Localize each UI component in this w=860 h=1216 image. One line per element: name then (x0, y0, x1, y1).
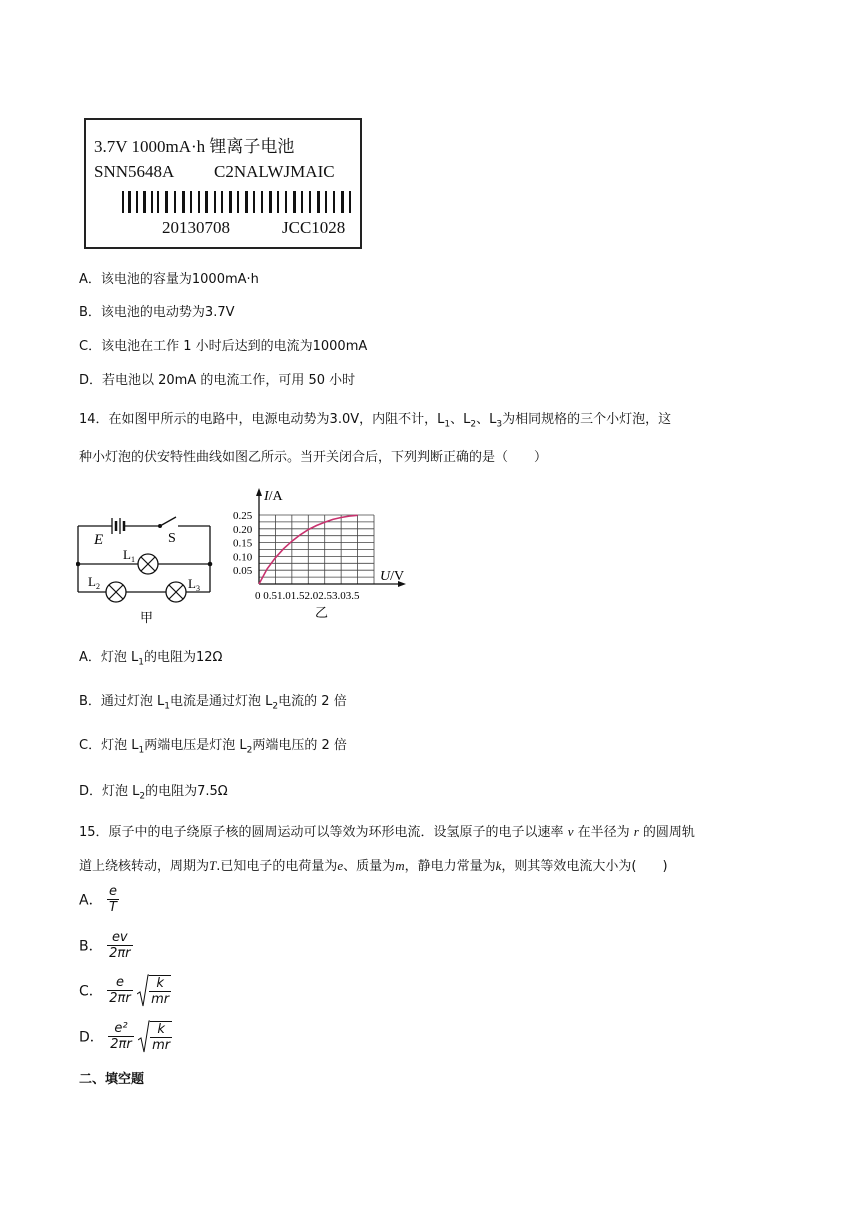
q15-option-b (79, 930, 133, 961)
subscript: 2 (272, 701, 279, 712)
option-text: 的电阻为7.5Ω (145, 784, 228, 799)
y-tick-labels (233, 510, 253, 577)
label-sub: 1 (130, 555, 135, 564)
option-text: 电流是通过灯泡 L (170, 694, 273, 709)
fraction (107, 884, 119, 915)
stem-text: 的圆周轨 (638, 825, 695, 840)
var-k: k (495, 858, 502, 873)
denominator: T (109, 900, 117, 915)
q14-stem-part: 14．在如图甲所示的电路中，电源电动势为3.0V，内阻不计，L (79, 412, 445, 427)
fraction (107, 975, 132, 1006)
battery-label-line1: 3.7V 1000mA·h 锂离子电池 (94, 137, 295, 156)
denominator: 2πr (109, 946, 131, 961)
option-text: A．灯泡 L (79, 650, 139, 665)
option-text: 的电阻为12Ω (144, 650, 223, 665)
stem-text: ，则其等效电流大小为( ) (501, 859, 668, 874)
denominator: 2πr (109, 991, 131, 1006)
var-m: m (395, 858, 405, 873)
x-var: U (380, 569, 391, 584)
y-unit: /A (268, 489, 283, 504)
option-text: B．通过灯泡 L (79, 694, 165, 709)
battery-label-date: 20130708 (162, 218, 230, 237)
q13-option-c: C．该电池在工作 1 小时后达到的电流为1000mA (79, 339, 368, 354)
q14-stem-part: 、L (450, 412, 471, 427)
stem-text: ，静电力常量为 (404, 859, 496, 874)
y-tick-label: 0.05 (233, 565, 253, 578)
y-tick-label: 0.25 (233, 510, 253, 522)
circuit-label-l1 (123, 547, 135, 564)
q15-option-d (79, 1020, 172, 1053)
radical-sign-icon (138, 1020, 150, 1054)
q14-stem-part: 为相同规格的三个小灯泡，这 (502, 412, 672, 427)
subscript: 2 (139, 791, 146, 802)
option-label: A． (79, 892, 103, 909)
y-axis-label (263, 489, 284, 504)
y-tick-label: 0.15 (233, 537, 253, 550)
stem-text: 道上绕核转动，周期为 (79, 859, 210, 874)
numerator: e² (108, 1021, 133, 1037)
y-tick-label: 0.20 (233, 523, 253, 536)
stem-text: 15．原子中的电子绕原子核的圆周运动可以等效为环形电流．设氢原子的电子以速率 (79, 825, 568, 840)
section-title: 二、填空题 (79, 1072, 145, 1087)
x-unit: /V (390, 569, 405, 584)
subscript: 2 (246, 745, 253, 756)
subscript: 1 (444, 419, 451, 430)
option-text: 两端电压的 2 倍 (252, 738, 347, 753)
q15-stem-line2 (79, 856, 668, 877)
q14-stem-line2: 种小灯泡的伏安特性曲线如图乙所示。当开关闭合后，下列判断正确的是（ ） (79, 450, 548, 465)
q13-option-d: D．若电池以 20mA 的电流工作，可用 50 小时 (79, 373, 356, 388)
subscript: 1 (138, 657, 145, 668)
square-root (137, 974, 171, 1007)
var-v: v (567, 824, 574, 839)
circuit-label-l2 (88, 574, 100, 591)
y-tick-label: 0.10 (233, 551, 253, 564)
numerator: k (150, 1022, 172, 1038)
numerator: ev (107, 930, 132, 946)
option-text: 两端电压是灯泡 L (144, 738, 247, 753)
stem-text: 在半径为 (573, 825, 634, 840)
fraction (150, 1022, 172, 1053)
circuit-label-s: S (168, 531, 176, 546)
q14-stem-part: 、L (476, 412, 497, 427)
fraction (108, 1021, 133, 1052)
var-e: e (337, 858, 344, 873)
subscript: 1 (138, 745, 145, 756)
numerator: e (109, 884, 118, 899)
stem-text: .已知电子的电荷量为 (216, 859, 338, 874)
subscript: 3 (496, 419, 503, 430)
circuit-diagram (76, 508, 221, 626)
denominator: mr (152, 1038, 171, 1053)
option-label: C． (79, 983, 103, 1000)
fraction (149, 976, 171, 1007)
option-text: C．灯泡 L (79, 738, 139, 753)
battery-label-code: C2NALWJMAIC (214, 162, 335, 181)
label: L (188, 576, 196, 591)
radical-sign-icon (137, 974, 149, 1008)
circuit-label-e: E (94, 532, 104, 548)
label: L (88, 574, 96, 589)
option-text: D．灯泡 L (79, 784, 140, 799)
q14-option-a (79, 648, 223, 673)
subscript: 2 (470, 419, 477, 430)
square-root (138, 1020, 172, 1053)
fraction (107, 930, 132, 961)
denominator: mr (151, 992, 170, 1007)
option-label: D． (79, 1029, 104, 1046)
option-label: B． (79, 938, 103, 955)
var-t: T (209, 858, 217, 873)
label-sub: 2 (95, 582, 100, 591)
option-text: 电流的 2 倍 (278, 694, 347, 709)
numerator: k (149, 976, 171, 992)
q14-option-c (79, 736, 347, 761)
q15-option-c (79, 974, 171, 1007)
circuit-caption: 甲 (140, 611, 154, 626)
q13-option-a: A．该电池的容量为1000mA·h (79, 272, 259, 287)
q14-option-d (79, 782, 228, 807)
iv-chart (228, 484, 418, 624)
q15-stem-line1 (79, 822, 695, 843)
circuit-label-l3 (188, 576, 200, 593)
battery-label-model: SNN5648A (94, 162, 175, 181)
x-tick-labels: 0 0.51.01.52.02.53.03.5 (255, 590, 360, 602)
label-sub: 3 (195, 584, 200, 593)
q14-option-b (79, 692, 347, 717)
battery-label-batch: JCC1028 (282, 218, 346, 237)
q14-stem-line1 (79, 410, 671, 435)
denominator: 2πr (110, 1037, 132, 1052)
barcode-icon (122, 191, 362, 213)
battery-label-figure (84, 118, 362, 249)
var-r: r (633, 824, 639, 839)
q13-option-b: B．该电池的电动势为3.7V (79, 305, 235, 320)
label: L (123, 547, 131, 562)
numerator: e (107, 975, 132, 991)
q15-option-a (79, 884, 119, 915)
subscript: 1 (164, 701, 171, 712)
chart-caption: 乙 (315, 606, 329, 621)
stem-text: 、质量为 (343, 859, 396, 874)
x-axis-label (380, 569, 404, 584)
y-var: I (264, 489, 269, 504)
y-axis-arrow (256, 488, 262, 496)
